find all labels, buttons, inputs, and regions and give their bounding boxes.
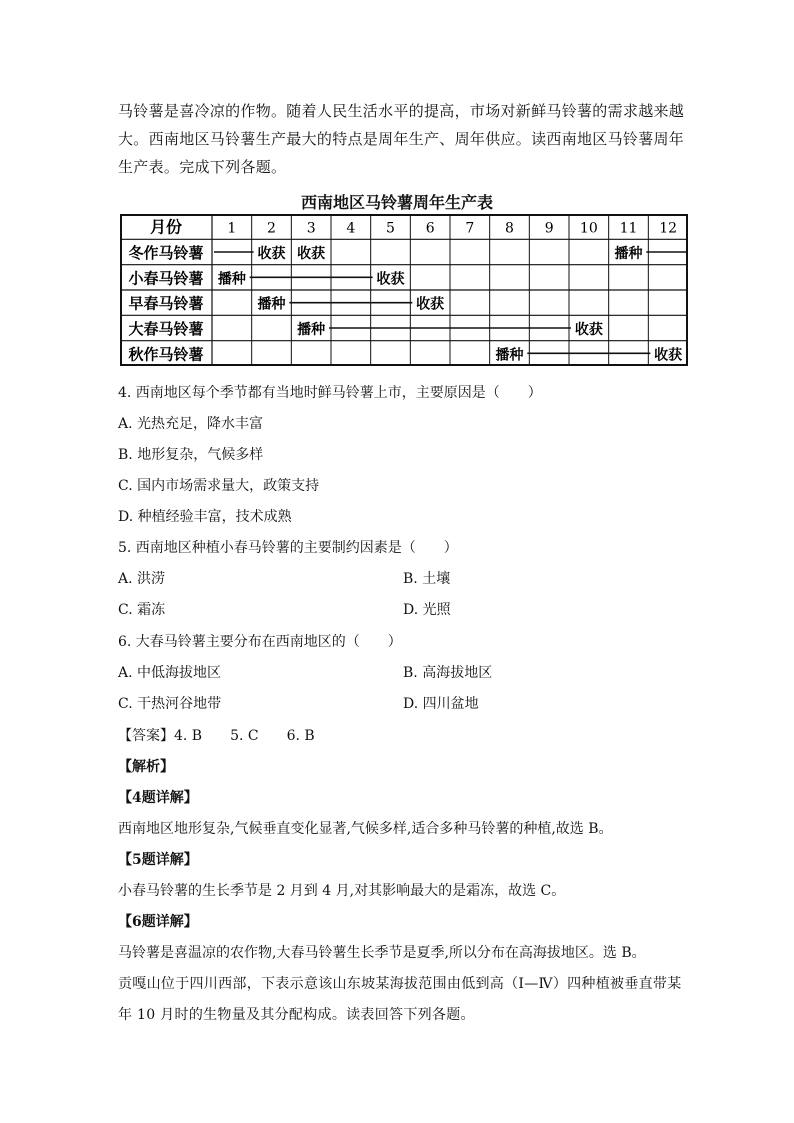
sow-label: 播种 bbox=[297, 322, 326, 338]
detail-5-label: 【5题详解】 bbox=[118, 852, 198, 868]
row-label: 大春马铃薯 bbox=[128, 320, 204, 338]
detail-4-text: 西南地区地形复杂,气候垂直变化显著,气候多样,适合多种马铃薯的种植,故选 B。 bbox=[118, 821, 613, 837]
sow-label: 播种 bbox=[495, 347, 524, 364]
q5-stem: 5. 西南地区种植小春马铃薯的主要制约因素是（ ） bbox=[118, 540, 458, 556]
month-tick-label: 8 bbox=[505, 220, 514, 237]
q5-option-b: B. 土壤 bbox=[403, 571, 451, 587]
answer-line: 【答案】4. B 5. C 6. B bbox=[118, 728, 315, 744]
row-label: 早春马铃薯 bbox=[128, 294, 204, 313]
row-label: 冬作马铃薯 bbox=[128, 244, 204, 262]
month-tick-label: 9 bbox=[544, 220, 554, 237]
harvest-label: 收获 bbox=[416, 296, 445, 313]
intro-paragraph: 马铃薯是喜冷凉的作物。随着人民生活水平的提高，市场对新鲜马铃薯的需求越来越大。西南地区马铃薯生产最大的特点是周年生产、周年供应。读西南地区马铃薯周年生产表。完成下列各题。 bbox=[118, 102, 685, 176]
q6-stem: 6. 大春马铃薯主要分布在西南地区的（ ） bbox=[118, 634, 402, 650]
month-tick-label: 4 bbox=[346, 220, 356, 237]
analysis-label: 【解析】 bbox=[118, 759, 174, 775]
q4-stem: 4. 西南地区每个季节都有当地时鲜马铃薯上市，主要原因是（ ） bbox=[118, 385, 542, 401]
q6-option-a: A. 中低海拔地区 bbox=[118, 665, 222, 681]
q6-option-d: D. 四川盆地 bbox=[403, 696, 479, 712]
month-tick-label: 6 bbox=[425, 220, 435, 237]
production-table bbox=[120, 214, 688, 366]
q5-option-a: A. 洪涝 bbox=[118, 571, 166, 587]
q5-option-c: C. 霜冻 bbox=[118, 602, 166, 618]
month-tick-label: 11 bbox=[619, 220, 638, 237]
q4-option-c: C. 国内市场需求量大，政策支持 bbox=[118, 478, 320, 494]
detail-6-text: 马铃薯是喜温凉的农作物,大春马铃薯生长季节是夏季,所以分布在高海拔地区。选 B。 bbox=[118, 945, 646, 961]
month-tick-label: 5 bbox=[386, 220, 395, 237]
sow-label: 播种 bbox=[217, 271, 246, 288]
q6-option-c: C. 干热河谷地带 bbox=[118, 696, 222, 712]
month-tick-label: 1 bbox=[227, 220, 237, 237]
row-label: 小春马铃薯 bbox=[128, 269, 204, 288]
harvest-label: 收获 bbox=[297, 246, 326, 262]
detail-4-label: 【4题详解】 bbox=[118, 790, 198, 806]
harvest-label: 收获 bbox=[376, 271, 405, 288]
q4-option-b: B. 地形复杂，气候多样 bbox=[118, 447, 264, 463]
harvest-label: 收获 bbox=[257, 246, 286, 262]
sow-label: 播种 bbox=[257, 296, 286, 313]
row-label: 秋作马铃薯 bbox=[128, 345, 204, 364]
detail-6-label: 【6题详解】 bbox=[118, 914, 198, 930]
table-title: 西南地区马铃薯周年生产表 bbox=[300, 193, 493, 212]
q4-option-a: A. 光热充足，降水丰富 bbox=[118, 416, 264, 432]
month-tick-label: 12 bbox=[659, 220, 678, 237]
sow-label: 播种 bbox=[614, 246, 643, 262]
month-tick-label: 3 bbox=[306, 220, 316, 237]
q4-option-d: D. 种植经验丰富，技术成熟 bbox=[118, 509, 292, 525]
harvest-label: 收获 bbox=[574, 322, 603, 338]
next-question-intro: 贡嘎山位于四川西部，下表示意该山东坡某海拔范围由低到高（Ⅰ—Ⅳ）四种植被垂直带某年 10 月时的生物量及其分配构成。读表回答下列各题。 bbox=[118, 976, 682, 1023]
header-month-label: 月份 bbox=[149, 217, 183, 237]
month-tick-label: 2 bbox=[267, 220, 276, 237]
harvest-label: 收获 bbox=[654, 347, 683, 364]
month-tick-label: 10 bbox=[579, 220, 598, 237]
q5-option-d: D. 光照 bbox=[403, 602, 451, 618]
q6-option-b: B. 高海拔地区 bbox=[403, 665, 493, 681]
detail-5-text: 小春马铃薯的生长季节是 2 月到 4 月,对其影响最大的是霜冻，故选 C。 bbox=[118, 883, 566, 899]
month-tick-label: 7 bbox=[465, 220, 475, 237]
